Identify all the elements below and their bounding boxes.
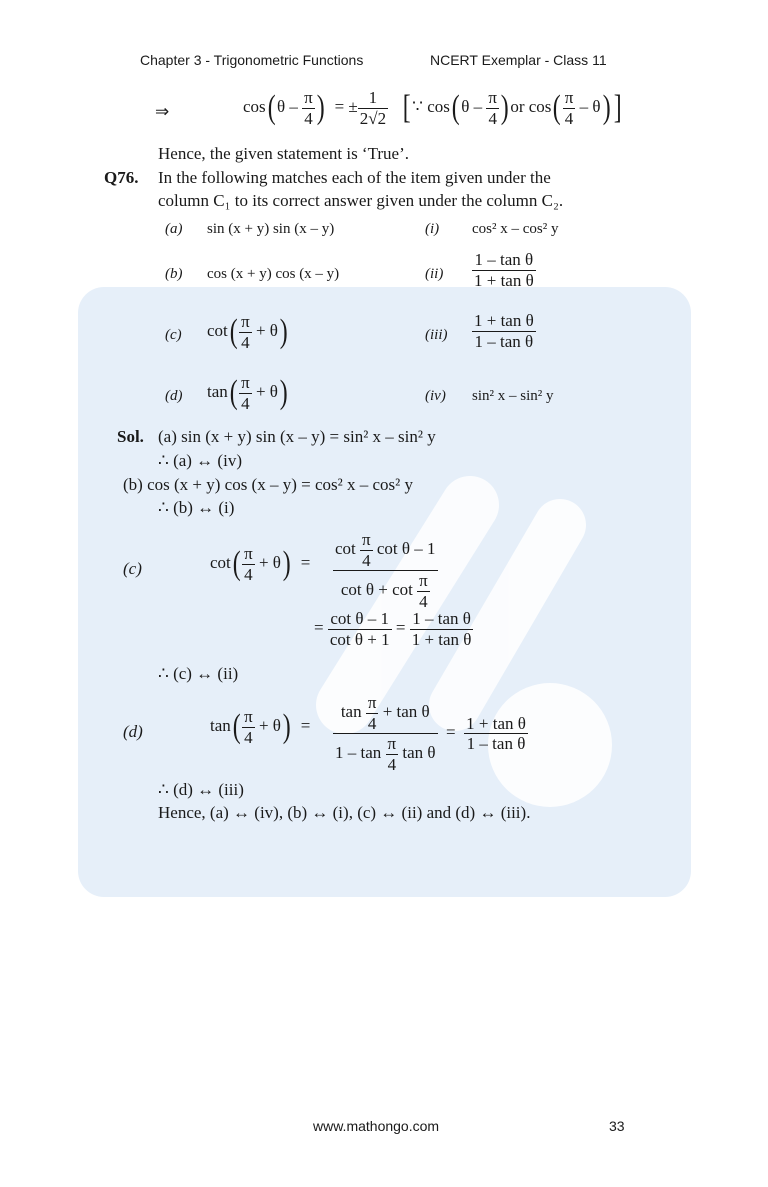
solution-label: Sol. xyxy=(117,427,144,446)
row-d-roman: (iv) xyxy=(425,388,446,404)
header-book: NCERT Exemplar - Class 11 xyxy=(430,52,607,68)
row-c-left: cot( $\frac{\pi}{4}$ + θ) xyxy=(207,312,288,352)
solution-c-step2: = $\frac{\text{cot θ – 1}}{\text{cot θ + 1}}$ = $\frac{\text{1 – tan θ}}{\text{1 + tan θ}}$ xyxy=(314,609,472,649)
row-c-label: (c) xyxy=(165,327,182,343)
solution-final: Hence, (a) ↔ (iv), (b) ↔ (i), (c) ↔ (ii) and (d) ↔ (iii). xyxy=(158,803,531,822)
footer-site[interactable]: www.mathongo.com xyxy=(313,1118,440,1134)
top-equation: cos(θ – $\frac{\pi}{4}$ ) = ± $\frac{1}{2√2}$ [∵ cos(θ – $\frac{\pi}{4}$ )or cos( $\frac{\pi}{4}$ – θ)] xyxy=(243,88,622,128)
row-b-label: (b) xyxy=(165,266,183,282)
implies-symbol: ⇒ xyxy=(155,102,170,121)
row-d-right: sin² x – sin² y xyxy=(472,388,554,404)
solution-c-lhs: cot( $\frac{\pi}{4}$ + θ) = xyxy=(210,544,311,584)
question-line-1: In the following matches each of the item given under the xyxy=(158,168,551,187)
row-a-left: sin (x + y) sin (x – y) xyxy=(207,221,335,237)
because-symbol: ∵ xyxy=(412,96,423,116)
solution-d-step1: tan $\frac{\pi}{4}$ + tan θ 1 – tan $\frac{\pi}{4}$ tan θ = $\frac{\text{1 + tan θ}}{\text{1 – tan θ}}$ xyxy=(335,693,526,774)
row-c-right: $\frac{\text{1 + tan θ}}{\text{1 – tan θ}}$ xyxy=(474,311,534,351)
row-d-label: (d) xyxy=(165,388,183,404)
solution-d-match: ∴ (d) ↔ (iii) xyxy=(158,780,244,799)
row-b-right: $\frac{\text{1 – tan θ}}{\text{1 + tan θ}}$ xyxy=(474,250,534,290)
solution-b-line: (b) cos (x + y) cos (x – y) = cos² x – cos² y xyxy=(123,475,413,494)
row-d-left: tan( $\frac{\pi}{4}$ + θ) xyxy=(207,373,288,413)
top-rhs-num: 1 xyxy=(358,88,388,109)
row-c-roman: (iii) xyxy=(425,327,448,343)
question-number: Q76. xyxy=(104,168,139,187)
solution-b-match: ∴ (b) ↔ (i) xyxy=(158,498,235,517)
row-a-roman: (i) xyxy=(425,221,440,237)
solution-d-lhs: tan( $\frac{\pi}{4}$ + θ) = xyxy=(210,707,311,747)
solution-c-match: ∴ (c) ↔ (ii) xyxy=(158,664,239,683)
row-b-roman: (ii) xyxy=(425,266,444,282)
solution-c-step1: cot $\frac{\pi}{4}$ cot θ – 1 cot θ + cot $\frac{\pi}{4}$ xyxy=(335,530,436,611)
solution-a-match: ∴ (a) ↔ (iv) xyxy=(158,451,242,470)
row-b-left: cos (x + y) cos (x – y) xyxy=(207,266,340,282)
page-number: 33 xyxy=(609,1118,625,1134)
top-rhs-den: 2√2 xyxy=(359,108,387,128)
solution-a-line: (a) sin (x + y) sin (x – y) = sin² x – sin² y xyxy=(158,427,436,446)
solution-d-label: (d) xyxy=(123,722,143,741)
top-conclusion: Hence, the given statement is ‘True’. xyxy=(158,144,409,163)
solution-c-label: (c) xyxy=(123,559,142,578)
or-word: or xyxy=(510,96,525,116)
row-a-label: (a) xyxy=(165,221,183,237)
row-a-right: cos² x – cos² y xyxy=(472,221,559,237)
header-chapter: Chapter 3 - Trigonometric Functions xyxy=(140,52,364,68)
question-line-2: column C₁ to its correct answer given under the column C₂. xyxy=(158,191,564,210)
